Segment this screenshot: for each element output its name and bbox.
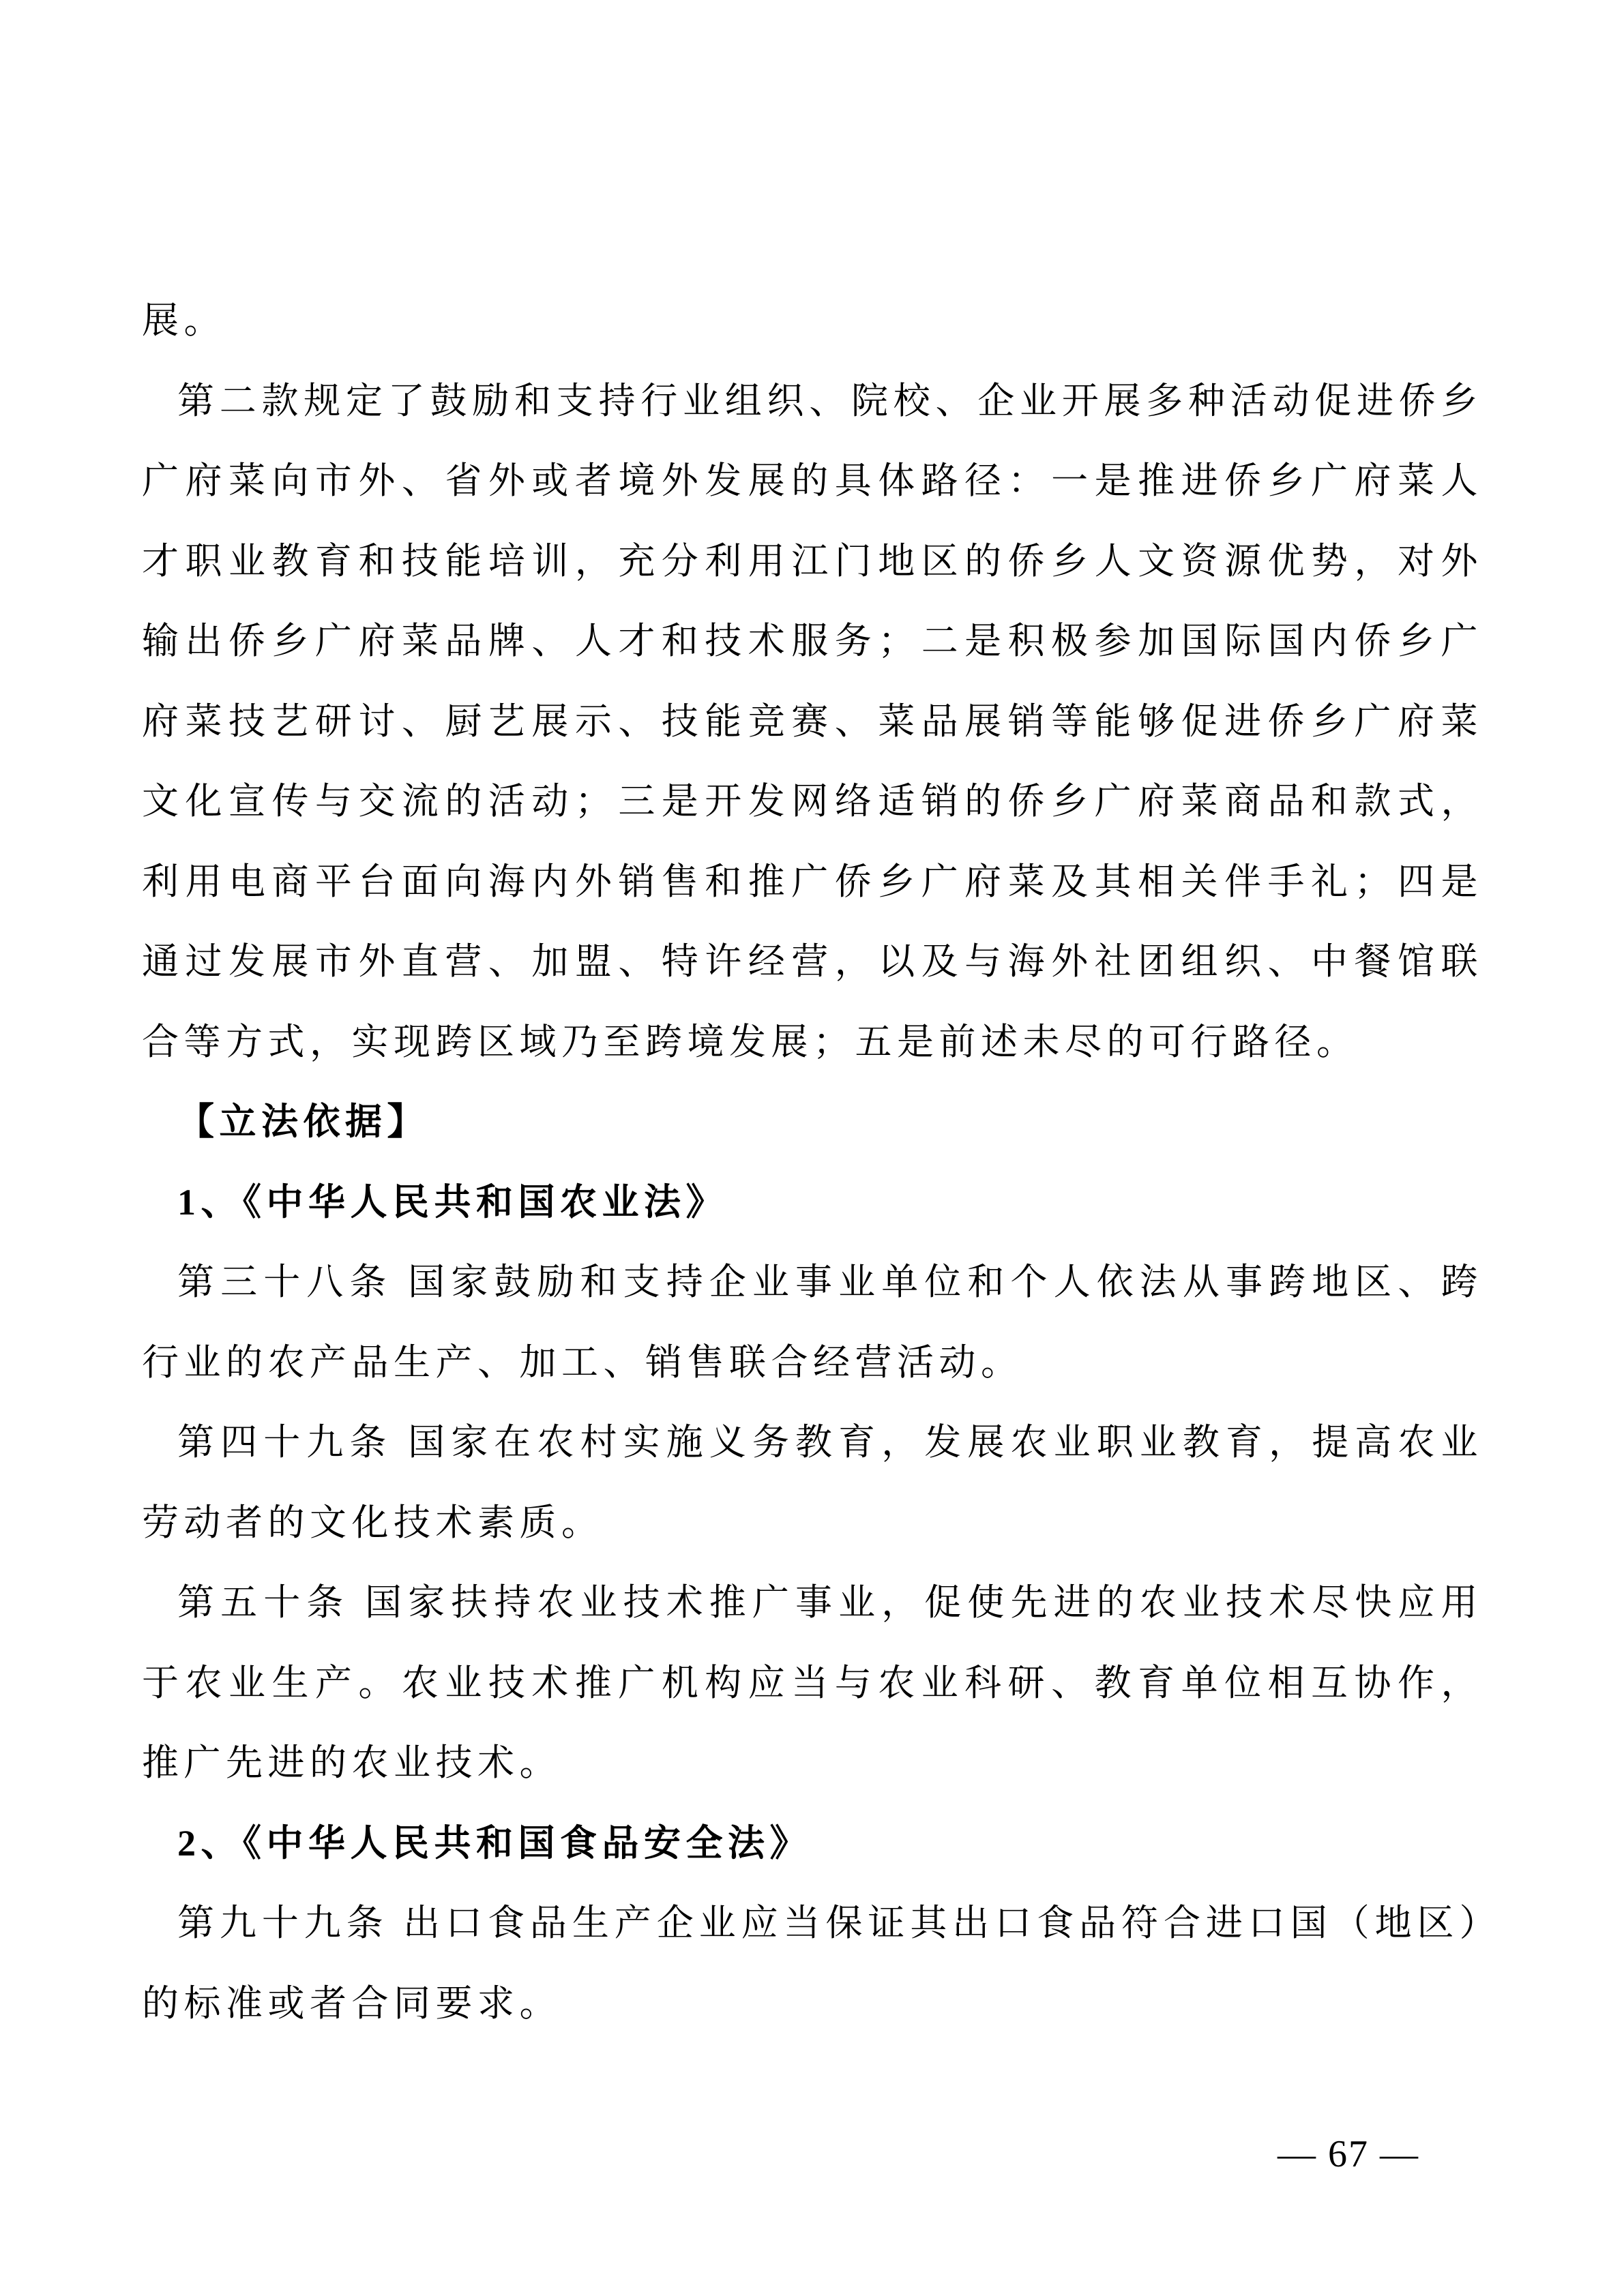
paragraph-article-50: 第五十条 国家扶持农业技术推广事业，促使先进的农业技术尽快应用于农业生产。农业技术推广机构应当与农业科研、教育单位相互协作，推广先进的农业技术。 xyxy=(142,1582,1483,1783)
paragraph-article-38: 第三十八条 国家鼓励和支持企业事业单位和个人依法从事跨地区、跨行业的农产品生产、加工、销售联合经营活动。 xyxy=(142,1262,1483,1383)
section-heading-agriculture-law: 1、《中华人民共和国农业法》 xyxy=(177,1181,728,1223)
section-heading-food-safety-law: 2、《中华人民共和国食品安全法》 xyxy=(177,1822,812,1864)
paragraph-article-49: 第四十九条 国家在农村实施义务教育，发展农业职业教育，提高农业劳动者的文化技术素质。 xyxy=(142,1422,1483,1543)
continuation-paragraph: 展。 xyxy=(142,300,226,341)
page-number: — 67 — xyxy=(1278,2133,1419,2175)
document-body xyxy=(142,281,1483,2044)
paragraph-article-99: 第九十九条 出口食品生产企业应当保证其出口食品符合进口国（地区）的标准或者合同要求。 xyxy=(142,1903,1483,2024)
paragraph-clause-2: 第二款规定了鼓励和支持行业组织、院校、企业开展多种活动促进侨乡广府菜向市外、省外或者境外发展的具体路径：一是推进侨乡广府菜人才职业教育和技能培训，充分利用江门地区的侨乡人文资源优势，对外输出侨乡广府菜品牌、人才和技术服务；二是积极参加国际国内侨乡广府菜技艺研讨、厨艺展示、技能竞赛、菜品展销等能够促进侨乡广府菜文化宣传与交流的活动；三是开发网络适销的侨乡广府菜商品和款式，利用电商平台面向海内外销售和推广侨乡广府菜及其相关伴手礼；四是通过发展市外直营、加盟、特许经营，以及与海外社团组织、中餐馆联合等方式，实现跨区域乃至跨境发展；五是前述未尽的可行路径。 xyxy=(142,380,1483,1062)
section-heading-legislative-basis: 【立法依据】 xyxy=(177,1101,429,1142)
